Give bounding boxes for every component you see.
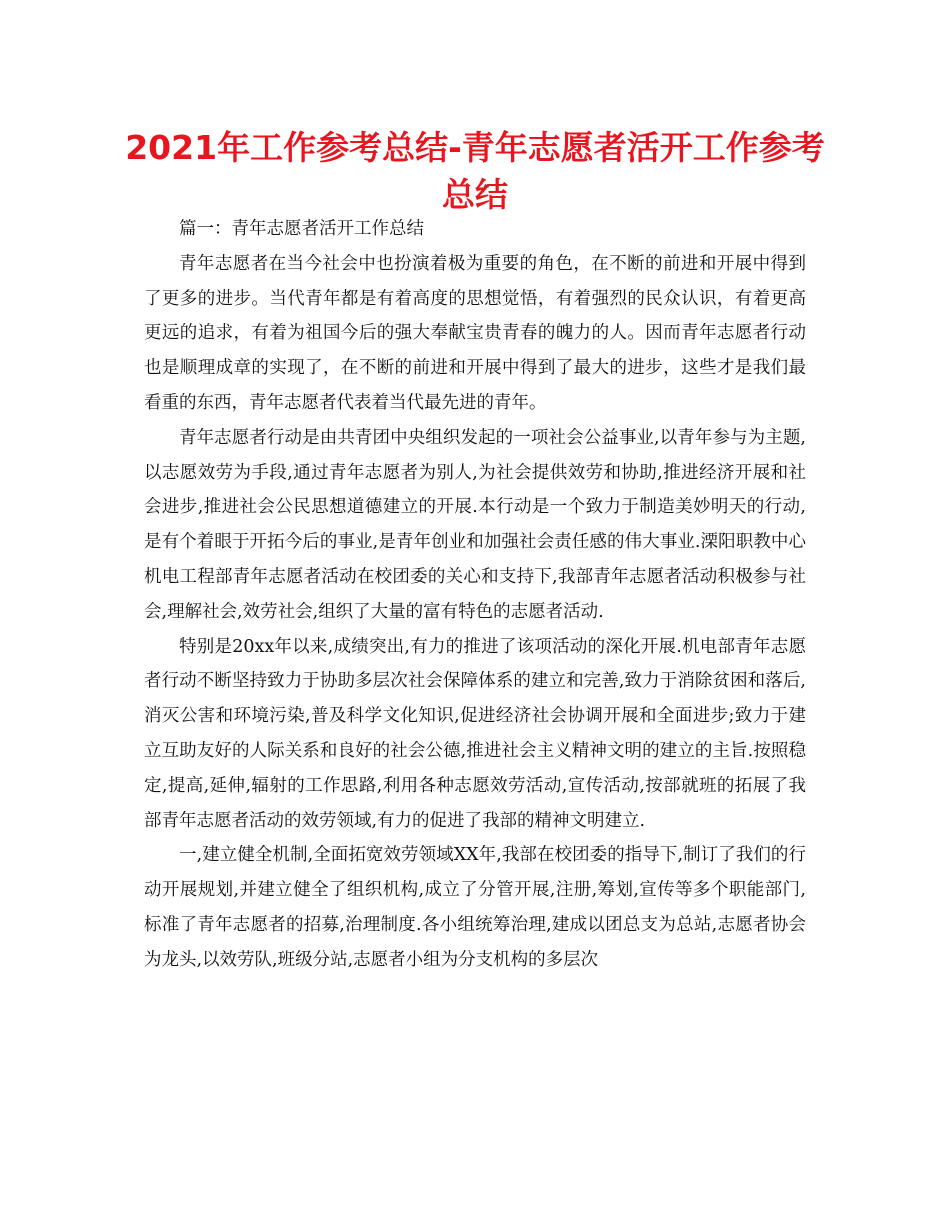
- paragraph-3: 特别是20xx年以来,成绩突出,有力的推进了该项活动的深化开展.机电部青年志愿者行动不断坚持致力于协助多层次社会保障体系的建立和完善,致力于消除贫困和落后,消灭公害和环境污染,普及科学文化知识,促进经济社会协调开展和全面进步;致力于建立互助友好的人际关系和良好的社会公德,推进社会主义精神文明的建立的主旨.按照稳定,提高,延伸,辐射的工作思路,利用各种志愿效劳活动,宣传活动,按部就班的拓展了我部青年志愿者活动的效劳领域,有力的促进了我部的精神文明建立.: [144, 636, 806, 831]
- paragraph-1: 青年志愿者在当今社会中也扮演着极为重要的角色，在不断的前进和开展中得到了更多的进步。当代青年都是有着高度的思想觉悟，有着强烈的民众认识，有着更高更远的追求，有着为祖国今后的强大奉献宝贵青春的魄力的人。因而青年志愿者行动也是顺理成章的实现了，在不断的前进和开展中得到了最大的进步，这些才是我们最看重的东西，青年志愿者代表着当代最先进的青年。: [144, 253, 806, 413]
- paragraph-4: 一,建立健全机制,全面拓宽效劳领域XX年,我部在校团委的指导下,制订了我们的行动开展规划,并建立健全了组织机构,成立了分管开展,注册,筹划,宣传等多个职能部门,标准了青年志愿者的招募,治理制度.各小组统筹治理,建成以团总支为总站,志愿者协会为龙头,以效劳队,班级分站,志愿者小组为分支机构的多层次: [144, 845, 806, 970]
- section-heading: 篇一：青年志愿者活开工作总结: [179, 219, 424, 239]
- document-body: [144, 212, 806, 978]
- paragraph-2: 青年志愿者行动是由共青团中央组织发起的一项社会公益事业,以青年参与为主题,以志愿效劳为手段,通过青年志愿者为别人,为社会提供效劳和协助,推进经济开展和社会进步,推进社会公民思想道德建立的开展.本行动是一个致力于制造美妙明天的行动,是有个着眼于开拓今后的事业,是青年创业和加强社会责任感的伟大事业.溧阳职教中心机电工程部青年志愿者活动在校团委的关心和支持下,我部青年志愿者活动积极参与社会,理解社会,效劳社会,组织了大量的富有特色的志愿者活动.: [144, 427, 806, 622]
- document-title: 2021年工作参考总结-青年志愿者活开工作参考总结: [125, 128, 825, 214]
